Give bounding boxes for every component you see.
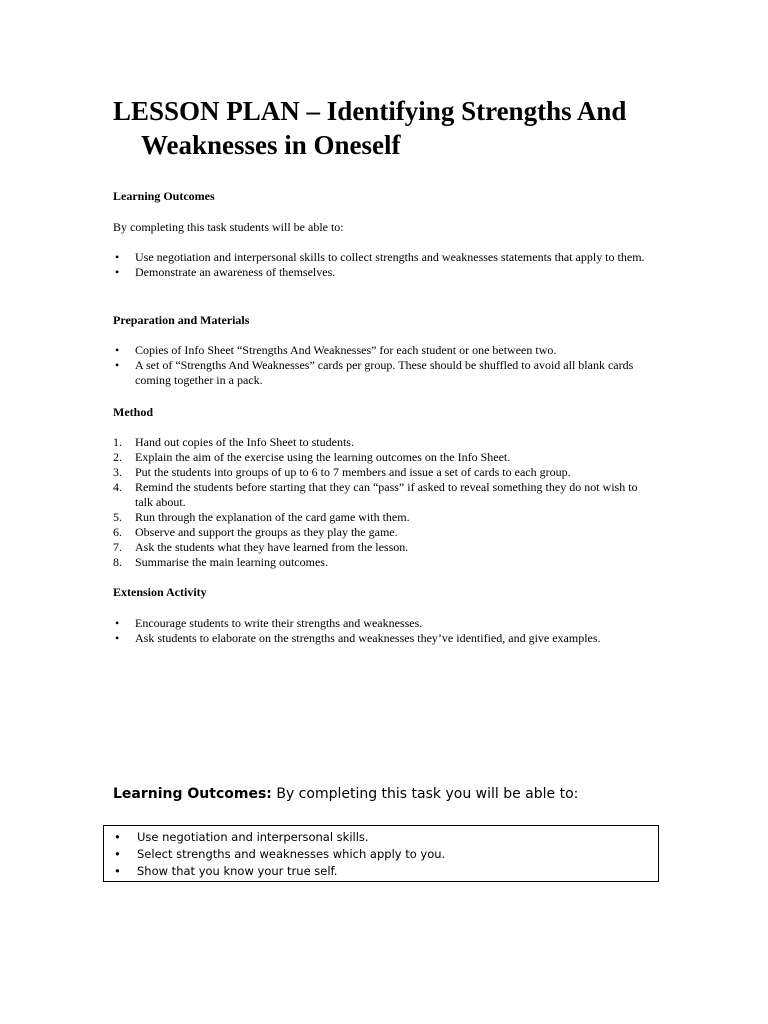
method-list bbox=[113, 435, 658, 570]
list-item-text: Demonstrate an awareness of themselves. bbox=[135, 265, 336, 279]
preparation-list bbox=[113, 343, 658, 388]
method-heading: Method bbox=[113, 405, 153, 419]
list-item-text: Ask students to elaborate on the strengths and weaknesses they’ve identified, and give examples. bbox=[135, 631, 601, 645]
list-item-text: Hand out copies of the Info Sheet to students. bbox=[135, 435, 354, 449]
list-item-text: Select strengths and weaknesses which apply to you. bbox=[137, 847, 446, 861]
learning-outcomes-list bbox=[113, 250, 658, 280]
list-item bbox=[113, 480, 658, 510]
list-item bbox=[113, 631, 658, 646]
student-outcomes-label: Learning Outcomes: bbox=[113, 786, 272, 802]
list-item bbox=[113, 435, 658, 450]
student-outcomes-box bbox=[103, 825, 659, 882]
list-item-text: Ask the students what they have learned from the lesson. bbox=[135, 540, 409, 554]
step-number: 7. bbox=[113, 540, 122, 554]
list-item-text: Use negotiation and interpersonal skills. bbox=[137, 830, 369, 844]
list-item bbox=[112, 846, 658, 863]
list-item-text: Summarise the main learning outcomes. bbox=[135, 555, 328, 569]
bullet-icon: • bbox=[115, 265, 120, 279]
list-item-text: Use negotiation and interpersonal skills to collect strengths and weaknesses statements that apply to them. bbox=[135, 250, 645, 264]
learning-outcomes-heading: Learning Outcomes bbox=[113, 189, 215, 203]
list-item bbox=[112, 829, 658, 846]
list-item bbox=[113, 265, 658, 280]
bullet-icon: • bbox=[115, 358, 120, 372]
list-item-text: Observe and support the groups as they play the game. bbox=[135, 525, 398, 539]
step-number: 5. bbox=[113, 510, 122, 524]
step-number: 2. bbox=[113, 450, 122, 464]
list-item bbox=[113, 343, 658, 358]
bullet-icon: • bbox=[115, 250, 120, 264]
step-number: 8. bbox=[113, 555, 122, 569]
list-item bbox=[113, 540, 658, 555]
bullet-icon: • bbox=[115, 343, 120, 357]
step-number: 6. bbox=[113, 525, 122, 539]
list-item bbox=[113, 510, 658, 525]
list-item bbox=[113, 358, 658, 388]
list-item-text: Remind the students before starting that they can “pass” if asked to reveal something they do not wish to talk about. bbox=[135, 480, 638, 509]
step-number: 1. bbox=[113, 435, 122, 449]
learning-outcomes-intro: By completing this task students will be able to: bbox=[113, 220, 344, 234]
list-item bbox=[113, 555, 658, 570]
list-item-text: Encourage students to write their strengths and weaknesses. bbox=[135, 616, 423, 630]
extension-heading: Extension Activity bbox=[113, 585, 207, 599]
extension-list bbox=[113, 616, 658, 646]
bullet-icon: • bbox=[114, 830, 121, 844]
list-item-text: Copies of Info Sheet “Strengths And Weaknesses” for each student or one between two. bbox=[135, 343, 557, 357]
step-number: 3. bbox=[113, 465, 122, 479]
bullet-icon: • bbox=[115, 631, 120, 645]
list-item-text: Show that you know your true self. bbox=[137, 864, 338, 878]
list-item-text: A set of “Strengths And Weaknesses” cards per group. These should be shuffled to avoid all blank cards coming together in a pack. bbox=[135, 358, 634, 387]
list-item bbox=[112, 863, 658, 880]
list-item bbox=[113, 465, 658, 480]
list-item-text: Run through the explanation of the card game with them. bbox=[135, 510, 410, 524]
step-number: 4. bbox=[113, 480, 122, 494]
title-line-1: LESSON PLAN – Identifying Strengths And bbox=[113, 96, 627, 126]
list-item bbox=[113, 250, 658, 265]
student-outcomes-list bbox=[112, 829, 658, 880]
page-title bbox=[113, 94, 713, 162]
list-item-text: Put the students into groups of up to 6 to 7 members and issue a set of cards to each group. bbox=[135, 465, 571, 479]
preparation-heading: Preparation and Materials bbox=[113, 313, 250, 327]
title-line-2: Weaknesses in Oneself bbox=[141, 130, 401, 160]
list-item bbox=[113, 525, 658, 540]
list-item bbox=[113, 616, 658, 631]
list-item-text: Explain the aim of the exercise using the learning outcomes on the Info Sheet. bbox=[135, 450, 511, 464]
bullet-icon: • bbox=[115, 616, 120, 630]
bullet-icon: • bbox=[114, 847, 121, 861]
student-outcomes-text: By completing this task you will be able to: bbox=[271, 786, 579, 802]
list-item bbox=[113, 450, 658, 465]
bullet-icon: • bbox=[114, 864, 121, 878]
student-outcomes-line bbox=[113, 784, 578, 804]
